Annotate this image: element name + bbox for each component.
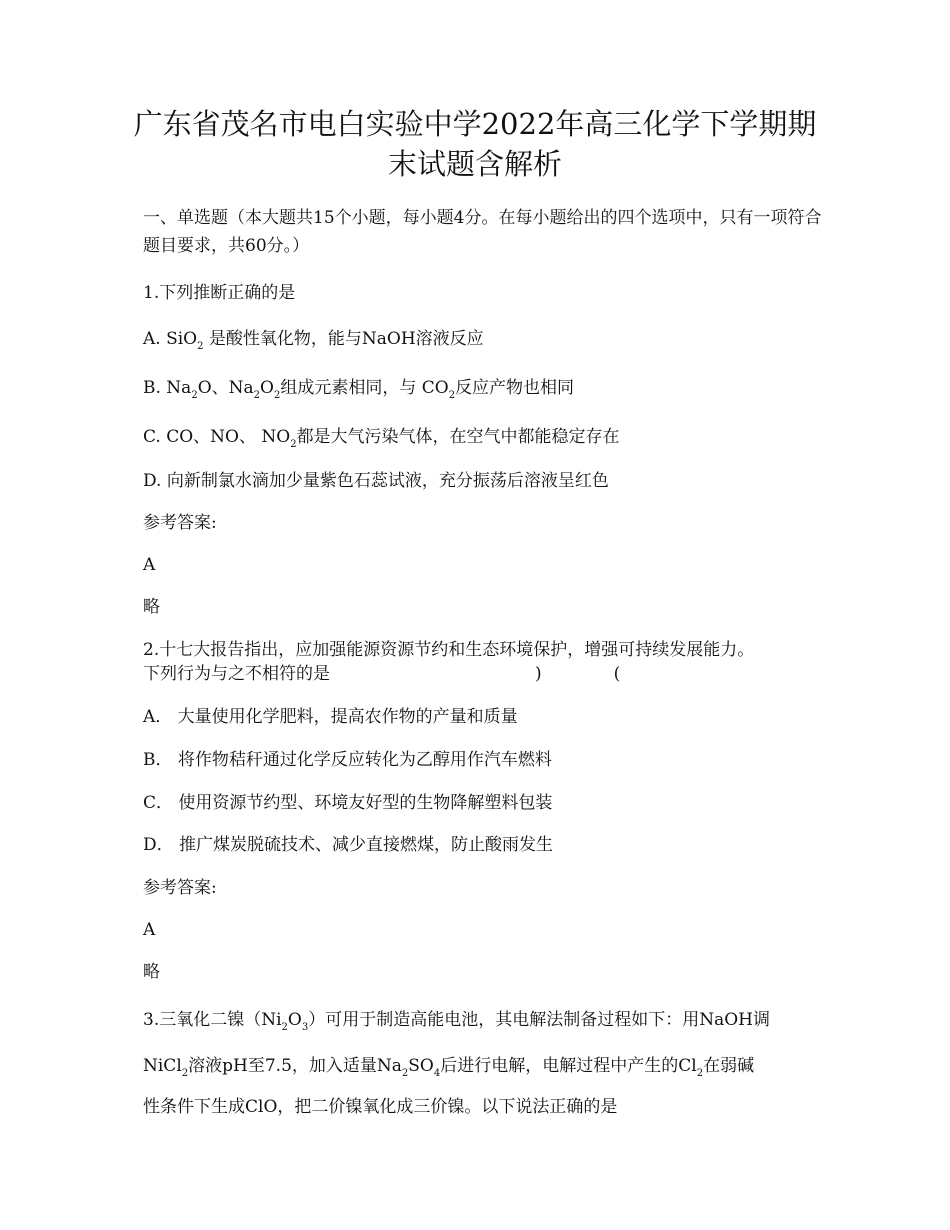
q2-answer: A xyxy=(143,920,156,940)
q1-option-b: B. $Na_2O$、$Na_2O_2$组成元素相同，与 $CO_2$反应产物也相同 xyxy=(143,378,575,401)
q3-stem-line1: 3.三氧化二镍$(Ni_2O_3)$可用于制造高能电池，其电解法制备过程如下：用NaOH调 xyxy=(143,1010,771,1033)
q2-option-d: D． 推广煤炭脱硫技术、减少直接燃煤，防止酸雨发生 xyxy=(143,835,554,855)
q2-stem-line2: 下列行为与之不相符的是 ) ( xyxy=(143,664,621,684)
q1-option-d: D. 向新制氯水滴加少量紫色石蕊试液，充分振荡后溶液呈红色 xyxy=(143,471,609,491)
q1-explanation: 略 xyxy=(143,597,160,617)
q2-answer-label: 参考答案: xyxy=(143,878,217,898)
q1-option-a: A. SiO$_2$ 是酸性氧化物，能与NaOH溶液反应 xyxy=(143,329,484,352)
section-heading: 一、单选题（本大题共15个小题，每小题4分。在每小题给出的四个选项中，只有一项符合题目要求，共60分。） xyxy=(143,208,822,256)
q1-answer-label: 参考答案: xyxy=(143,513,217,533)
q3-stem-line3: 性条件下生成ClO，把二价镍氧化成三价镍。以下说法正确的是 xyxy=(143,1097,618,1117)
q1-option-c: C. CO、NO、 $NO_2$都是大气污染气体，在空气中都能稳定存在 xyxy=(143,427,620,450)
q2-option-a: A． 大量使用化学肥料，提高农作物的产量和质量 xyxy=(143,707,518,727)
q1-answer: A xyxy=(143,555,156,575)
document-title: 广东省茂名市电白实验中学2022年高三化学下学期期末试题含解析 xyxy=(133,107,817,181)
q3-stem-line2: NiCl$_2$溶液pH至7.5，加入适量$Na_2SO_4$后进行电解，电解过程中产生的$Cl_2$在弱碱 xyxy=(143,1056,755,1079)
q2-stem-line1: 2.十七大报告指出，应加强能源资源节约和生态环境保护，增强可持续发展能力。 xyxy=(143,640,755,660)
q2-explanation: 略 xyxy=(143,962,160,982)
q2-option-b: B． 将作物秸秆通过化学反应转化为乙醇用作汽车燃料 xyxy=(143,750,552,770)
q2-option-c: C． 使用资源节约型、环境友好型的生物降解塑料包装 xyxy=(143,793,553,813)
q1-stem: 1.下列推断正确的是 xyxy=(143,283,296,303)
